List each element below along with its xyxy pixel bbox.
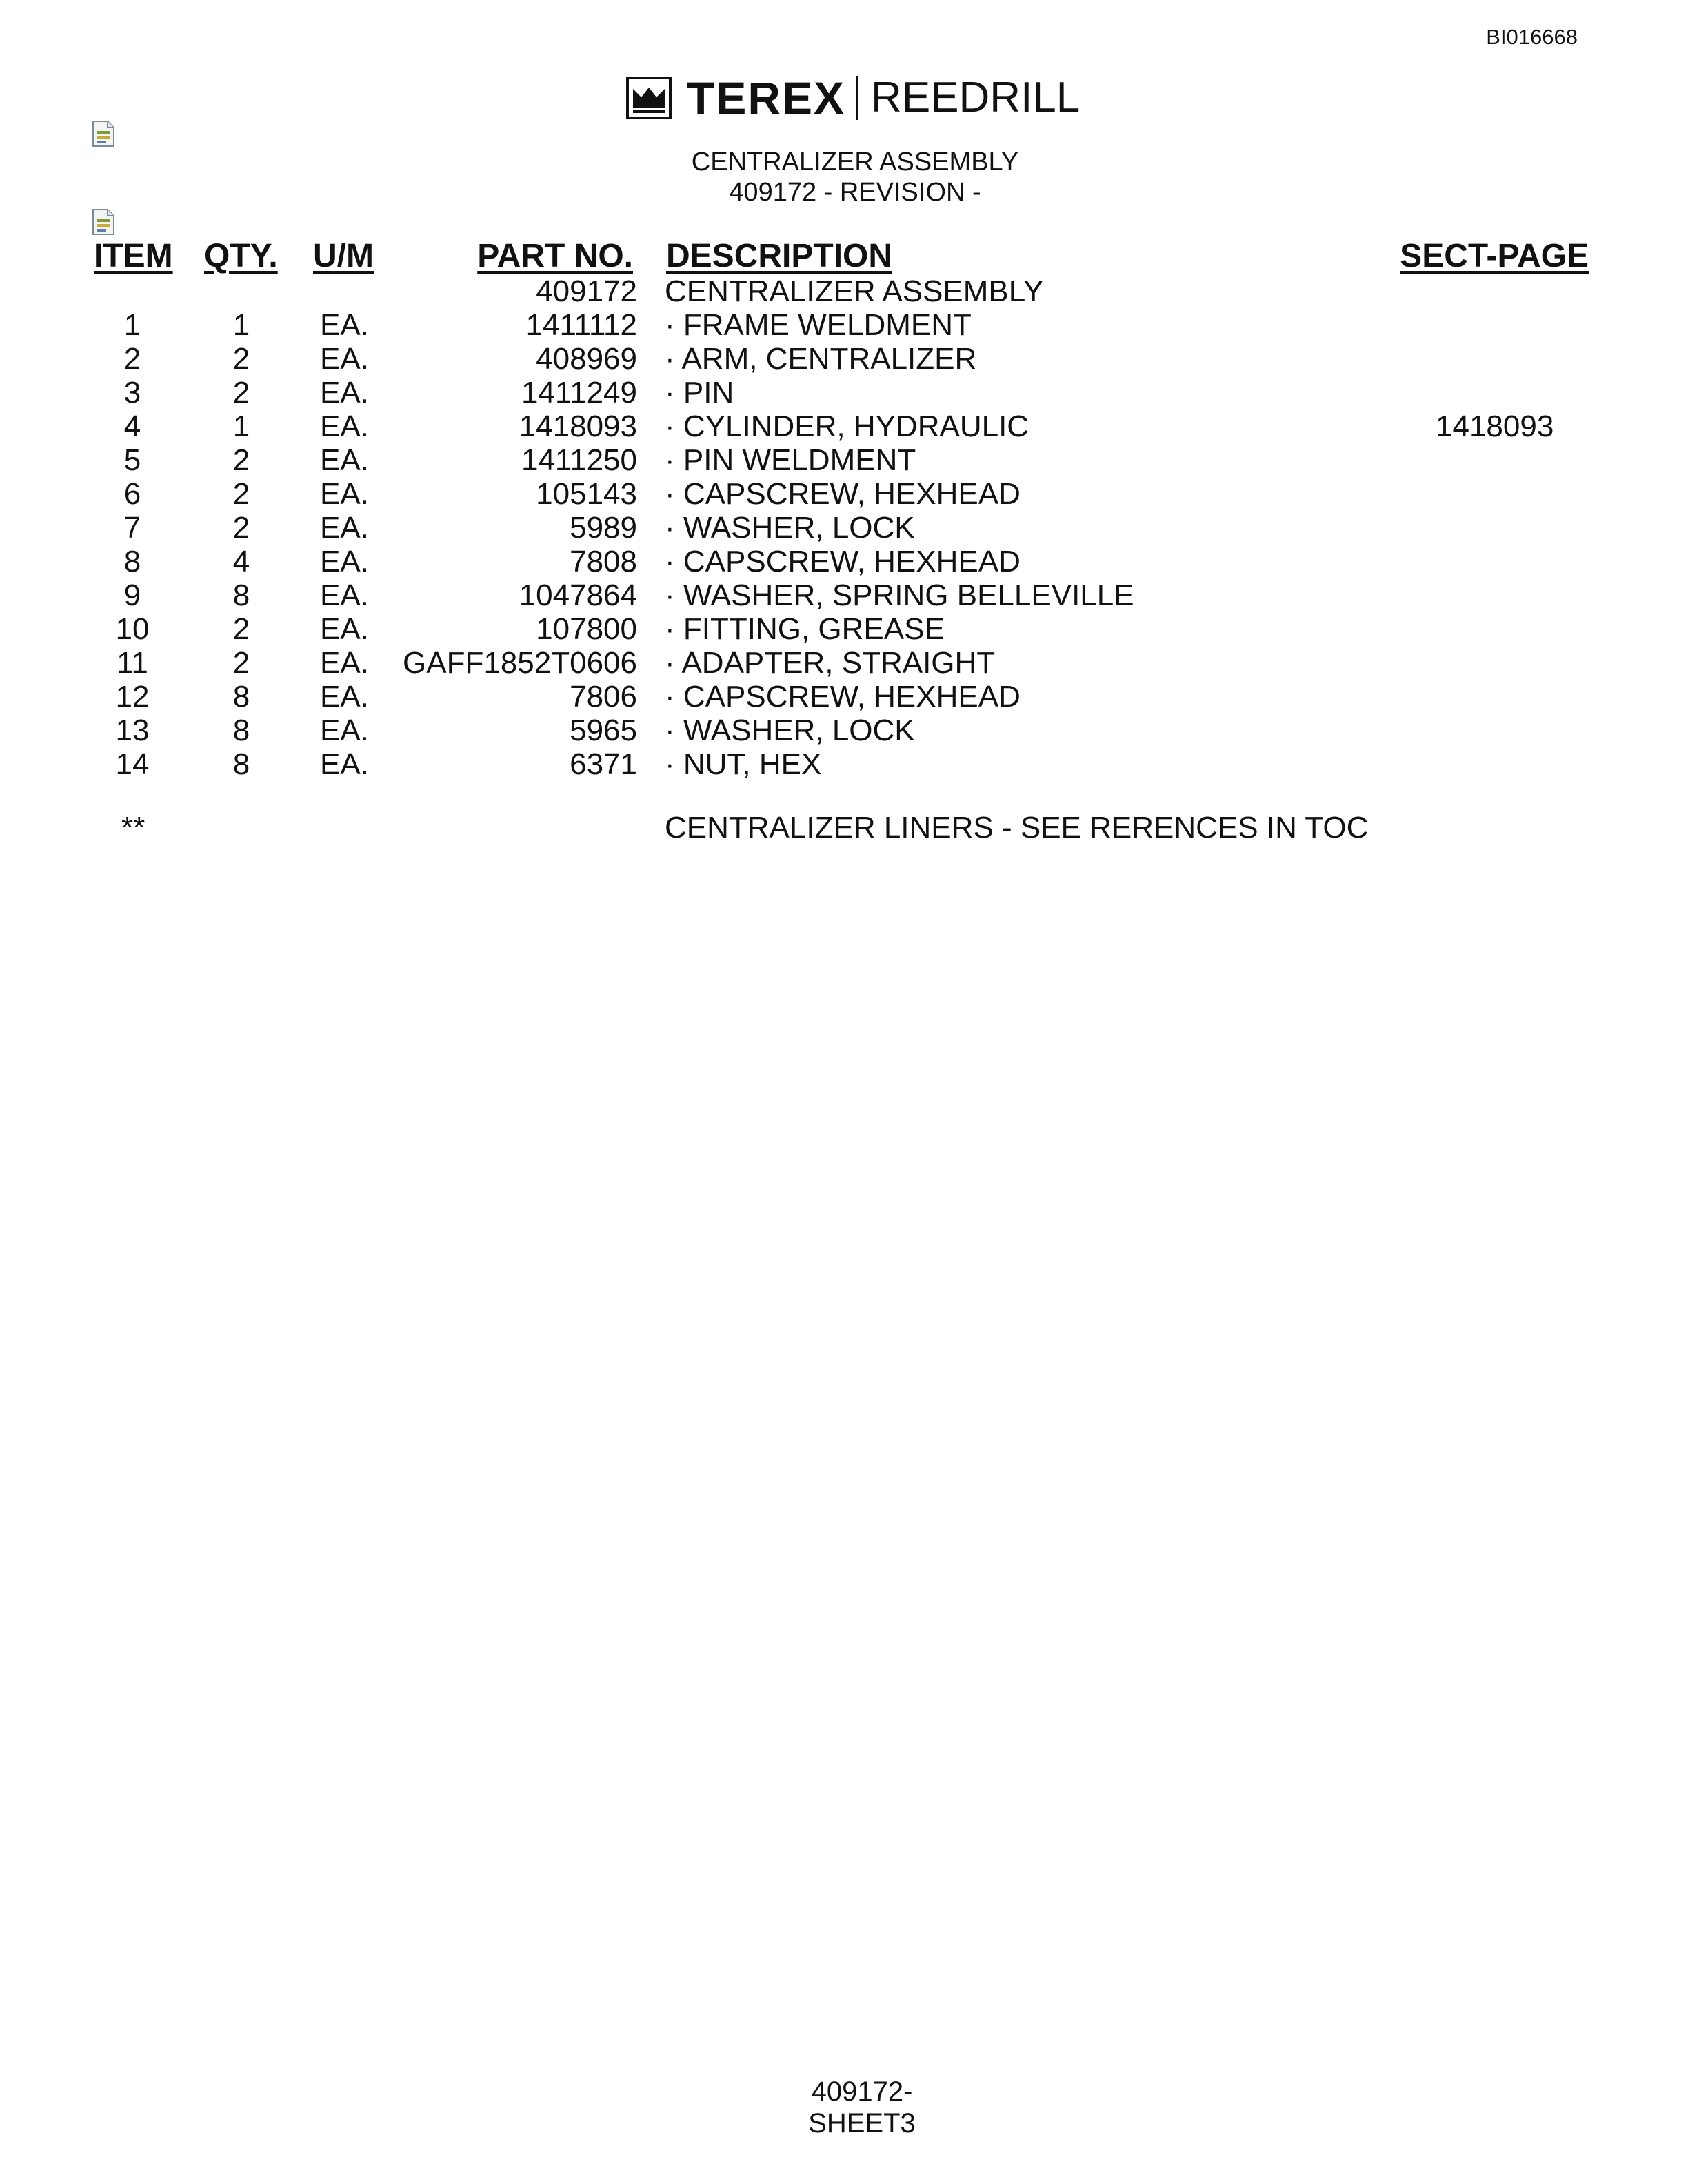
parts-row: [0, 477, 1688, 511]
unit-of-measure: EA.: [320, 477, 369, 511]
footer-sheet: SHEET3: [808, 2108, 916, 2138]
column-header-item: ITEM: [94, 238, 173, 274]
parts-row: [0, 680, 1688, 714]
parts-list: [0, 274, 1688, 781]
parts-row: [0, 646, 1688, 680]
part-number: 1411250: [521, 443, 637, 477]
assembly-revision: 409172 - REVISION -: [729, 178, 981, 207]
unit-of-measure: EA.: [320, 308, 369, 342]
part-description: · PIN: [665, 376, 734, 410]
parts-row: [0, 545, 1688, 578]
quantity: 1: [232, 308, 250, 342]
part-number: 1047864: [519, 578, 637, 612]
item-number: 10: [115, 612, 150, 646]
quantity: 1: [232, 410, 250, 443]
part-number: 107800: [536, 612, 637, 646]
column-header-sect-page: SECT-PAGE: [1400, 238, 1589, 274]
item-number: 6: [123, 477, 141, 511]
logo-divider: [856, 76, 858, 120]
unit-of-measure: EA.: [320, 376, 369, 410]
quantity: 8: [232, 578, 250, 612]
parts-row: [0, 714, 1688, 747]
part-description: · ARM, CENTRALIZER: [665, 342, 977, 376]
part-description: · FITTING, GREASE: [665, 612, 945, 646]
unit-of-measure: EA.: [320, 747, 369, 781]
logo-brand: TEREX: [687, 72, 846, 123]
item-number: 2: [123, 342, 141, 376]
quantity: 8: [232, 747, 250, 781]
note-text: CENTRALIZER LINERS - SEE RERENCES IN TOC: [665, 811, 1369, 845]
part-number: 1411112: [525, 308, 637, 342]
part-number: 105143: [536, 477, 637, 511]
item-number: 1: [123, 308, 141, 342]
unit-of-measure: EA.: [320, 410, 369, 443]
item-number: 12: [115, 680, 150, 714]
quantity: 2: [232, 511, 250, 545]
quantity: 2: [232, 443, 250, 477]
part-description: · NUT, HEX: [665, 747, 822, 781]
parts-row: [0, 578, 1688, 612]
column-header-qty: QTY.: [204, 238, 278, 274]
assembly-title: CENTRALIZER ASSEMBLY: [691, 148, 1019, 176]
quantity: 2: [232, 646, 250, 680]
item-number: 11: [117, 646, 148, 680]
parts-row: [0, 511, 1688, 545]
parts-row: [0, 747, 1688, 781]
parts-row: [0, 308, 1688, 342]
part-description: · ADAPTER, STRAIGHT: [665, 646, 996, 680]
part-number: 409172: [536, 274, 637, 308]
unit-of-measure: EA.: [320, 646, 369, 680]
part-number: 5965: [570, 714, 637, 747]
terex-crown-icon: [626, 77, 672, 119]
part-number: 7806: [570, 680, 637, 714]
item-number: 7: [123, 511, 141, 545]
part-number: 6371: [570, 747, 637, 781]
parts-row: [0, 274, 1688, 308]
part-description: · WASHER, LOCK: [665, 511, 915, 545]
document-link-icon[interactable]: [91, 120, 116, 148]
unit-of-measure: EA.: [320, 714, 369, 747]
unit-of-measure: EA.: [320, 578, 369, 612]
item-number: 8: [123, 545, 141, 578]
part-number: 408969: [536, 342, 637, 376]
parts-row: [0, 612, 1688, 646]
note-marker: **: [121, 811, 145, 845]
part-number: 7808: [570, 545, 637, 578]
part-number: GAFF1852T0606: [403, 646, 637, 680]
column-header-description: DESCRIPTION: [666, 238, 893, 274]
unit-of-measure: EA.: [320, 511, 369, 545]
item-number: 9: [123, 578, 141, 612]
terex-reedrill-logo: [626, 74, 1080, 121]
part-number: 1418093: [519, 410, 637, 443]
part-description: · CYLINDER, HYDRAULIC: [665, 410, 1029, 443]
part-number: 5989: [570, 511, 637, 545]
part-description: · PIN WELDMENT: [665, 443, 916, 477]
unit-of-measure: EA.: [320, 342, 369, 376]
part-description: · CAPSCREW, HEXHEAD: [665, 545, 1021, 578]
logo-division: REEDRILL: [871, 74, 1081, 121]
item-number: 5: [123, 443, 141, 477]
footer-drawing-number: 409172-: [811, 2076, 913, 2107]
quantity: 2: [232, 612, 250, 646]
part-description: · CAPSCREW, HEXHEAD: [665, 680, 1021, 714]
parts-row: [0, 376, 1688, 410]
part-number: 1411249: [521, 376, 637, 410]
parts-row: [0, 443, 1688, 477]
part-description: · CAPSCREW, HEXHEAD: [665, 477, 1021, 511]
unit-of-measure: EA.: [320, 680, 369, 714]
quantity: 2: [232, 477, 250, 511]
quantity: 2: [232, 376, 250, 410]
parts-row: [0, 342, 1688, 376]
item-number: 13: [115, 714, 150, 747]
column-header-um: U/M: [313, 238, 374, 274]
column-header-part-no: PART NO.: [477, 238, 633, 274]
item-number: 4: [123, 410, 141, 443]
document-id: BI016668: [1486, 25, 1578, 49]
item-number: 3: [123, 376, 141, 410]
part-description: · WASHER, LOCK: [665, 714, 915, 747]
quantity: 2: [232, 342, 250, 376]
part-description: · WASHER, SPRING BELLEVILLE: [665, 578, 1134, 612]
document-link-icon[interactable]: [91, 208, 116, 236]
quantity: 8: [232, 680, 250, 714]
part-description: CENTRALIZER ASSEMBLY: [665, 274, 1044, 308]
part-description: · FRAME WELDMENT: [665, 308, 972, 342]
unit-of-measure: EA.: [320, 612, 369, 646]
sect-page-link[interactable]: 1418093: [1436, 410, 1554, 443]
unit-of-measure: EA.: [320, 545, 369, 578]
unit-of-measure: EA.: [320, 443, 369, 477]
parts-row: [0, 410, 1688, 443]
item-number: 14: [115, 747, 150, 781]
quantity: 8: [232, 714, 250, 747]
quantity: 4: [232, 545, 250, 578]
